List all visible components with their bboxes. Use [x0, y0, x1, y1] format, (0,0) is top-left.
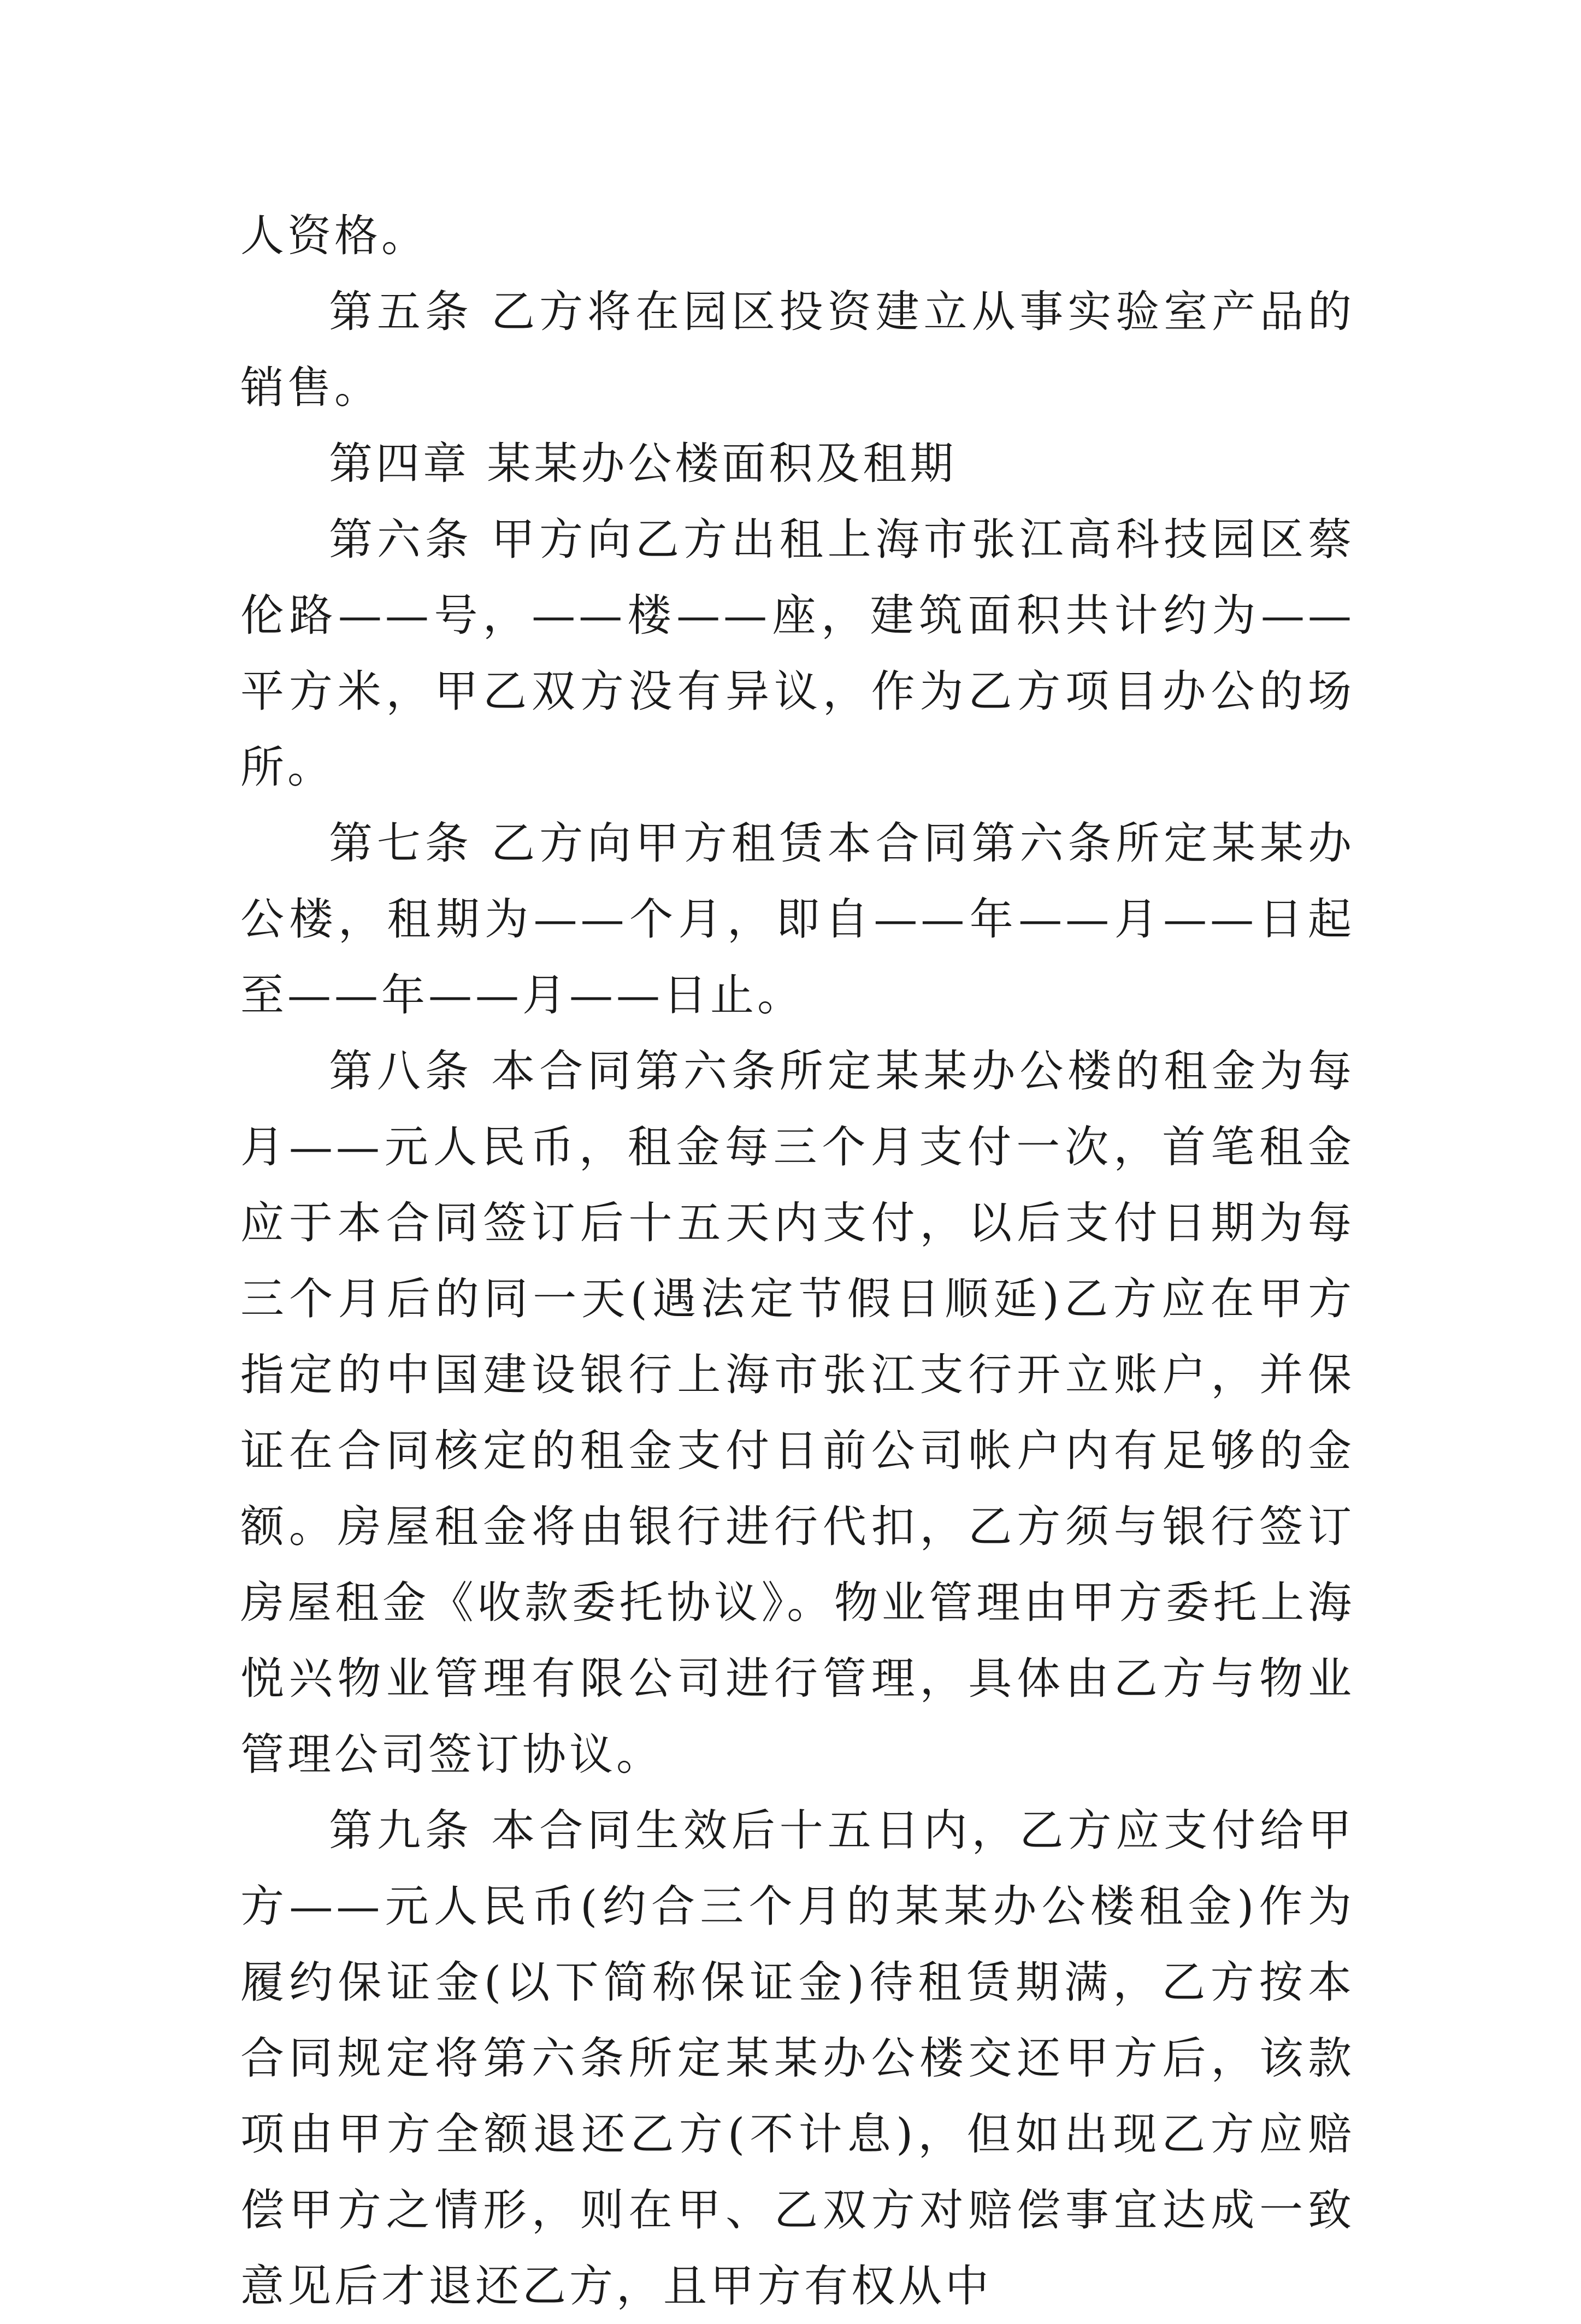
- article-5: 第五条 乙方将在园区投资建立从事实验室产品的销售。: [240, 286, 1355, 413]
- chapter-4-heading: 第四章 某某办公楼面积及租期: [329, 438, 957, 489]
- article-8: 第八条 本合同第六条所定某某办公楼的租金为每月——元人民币，租金每三个月支付一次，首笔租金应于本合同签订后十五天内支付，以后支付日期为每三个月后的同一天(遇法定节假日顺延)乙方应在甲方指定的中国建设银行上海市张江支行开立账户，并保证在合同核定的租金支付日前公司帐户内有足够的金额。房屋租金将由银行进行代扣，乙方须与银行签订房屋租金《收款委托协议》。物业管理由甲方委托上海悦兴物业管理有限公司进行管理，具体由乙方与物业管理公司签订协议。: [240, 1046, 1355, 1780]
- document-body: [240, 198, 1355, 2324]
- paragraph-continuation: 人资格。: [240, 210, 428, 261]
- article-7: 第七条 乙方向甲方租赁本合同第六条所定某某办公楼，租期为——个月，即自——年——月——日起至——年——月——日止。: [240, 818, 1355, 1021]
- article-9: 第九条 本合同生效后十五日内，乙方应支付给甲方——元人民币(约合三个月的某某办公楼租金)作为履约保证金(以下简称保证金)待租赁期满，乙方按本合同规定将第六条所定某某办公楼交还甲方后，该款项由甲方全额退还乙方(不计息)，但如出现乙方应赔偿甲方之情形，则在甲、乙双方对赔偿事宜达成一致意见后才退还乙方，且甲方有权从中: [240, 1805, 1355, 2311]
- article-6: 第六条 甲方向乙方出租上海市张江高科技园区蔡伦路——号，——楼——座，建筑面积共计约为——平方米，甲乙双方没有异议，作为乙方项目办公的场所。: [240, 514, 1355, 793]
